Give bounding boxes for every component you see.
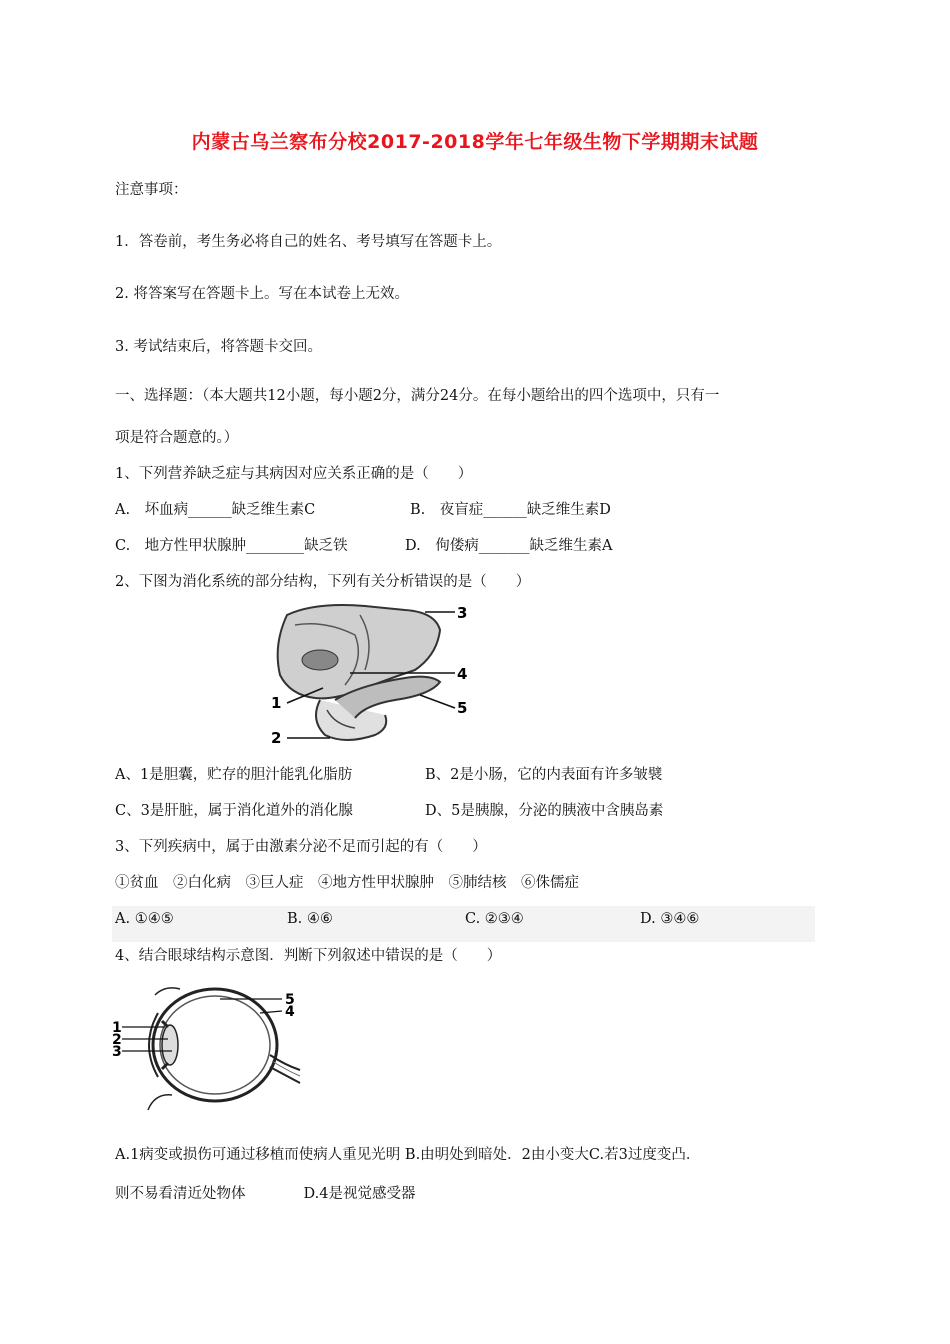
q2-option-c: C、3是肝脏，属于消化道外的消化腺 [115,803,353,819]
notice-item: 1．答卷前，考生务必将自己的姓名、考号填写在答题卡上。 [115,234,502,250]
q2-option-d: D、5是胰腺，分泌的胰液中含胰岛素 [425,803,664,819]
q2-option-a: A、1是胆囊，贮存的胆汁能乳化脂肪 [115,767,353,783]
figure-label: 2 [271,729,282,747]
page-title: 内蒙古乌兰察布分校2017-2018学年七年级生物下学期期末试题 [191,131,759,153]
q3-option-d: D. ③④⑥ [640,911,700,927]
q3-items: ①贫血 ②白化病 ③巨人症 ④地方性甲状腺肿 ⑤肺结核 ⑥侏儒症 [115,875,579,891]
q2-option-b: B、2是小肠，它的内表面有许多皱襞 [425,767,663,783]
section-heading-cont: 项是符合题意的。） [115,430,239,446]
eyeball-figure [110,975,305,1125]
q2-stem: 2、下图为消化系统的部分结构，下列有关分析错误的是（ ） [115,574,531,590]
q3-option-a: A. ①④⑤ [115,911,174,927]
figure-label: 1 [271,694,282,712]
section-heading: 一、选择题：（本大题共12小题，每小题2分，满分24分。在每小题给出的四个选项中，只有一 [115,388,720,404]
figure-label: 4 [457,665,468,683]
figure-label: 3 [457,604,468,622]
q4-options-line1: A.1病变或损伤可通过移植而使病人重见光明 B.由明处到暗处．2由小变大C.若3过度变凸． [115,1147,701,1163]
figure-label: 5 [457,699,468,717]
notice-item: 3. 考试结束后，将答题卡交回。 [115,339,322,355]
q4-stem: 4、结合眼球结构示意图．判断下列叙述中错误的是（ ） [115,948,502,964]
q1-option-a: A. 坏血病______缺乏维生素C [115,502,316,518]
q3-stem: 3、下列疾病中，属于由激素分泌不足而引起的有（ ） [115,839,487,855]
q4-options-line2: 则不易看清近处物体 D.4是视觉感受器 [115,1186,416,1202]
digestive-system-figure [265,600,480,750]
figure-label: 3 [112,1044,122,1060]
figure-label: 5 [285,992,295,1008]
figure-label: 1 [112,1020,122,1036]
q1-option-c: C. 地方性甲状腺肿________缺乏铁 [115,538,348,554]
q1-stem: 1、下列营养缺乏症与其病因对应关系正确的是（ ） [115,466,473,482]
q1-option-b: B. 夜盲症______缺乏维生素D [410,502,611,518]
q3-options-band [112,906,815,942]
figure-label: 4 [285,1004,295,1020]
q3-option-c: C. ②③④ [465,911,524,927]
q3-option-b: B. ④⑥ [287,911,333,927]
q1-option-d: D. 佝偻病_______缺乏维生素A [405,538,613,554]
notice-heading: 注意事项： [115,182,188,198]
notice-item: 2. 将答案写在答题卡上。写在本试卷上无效。 [115,286,409,302]
figure-label: 2 [112,1032,122,1048]
